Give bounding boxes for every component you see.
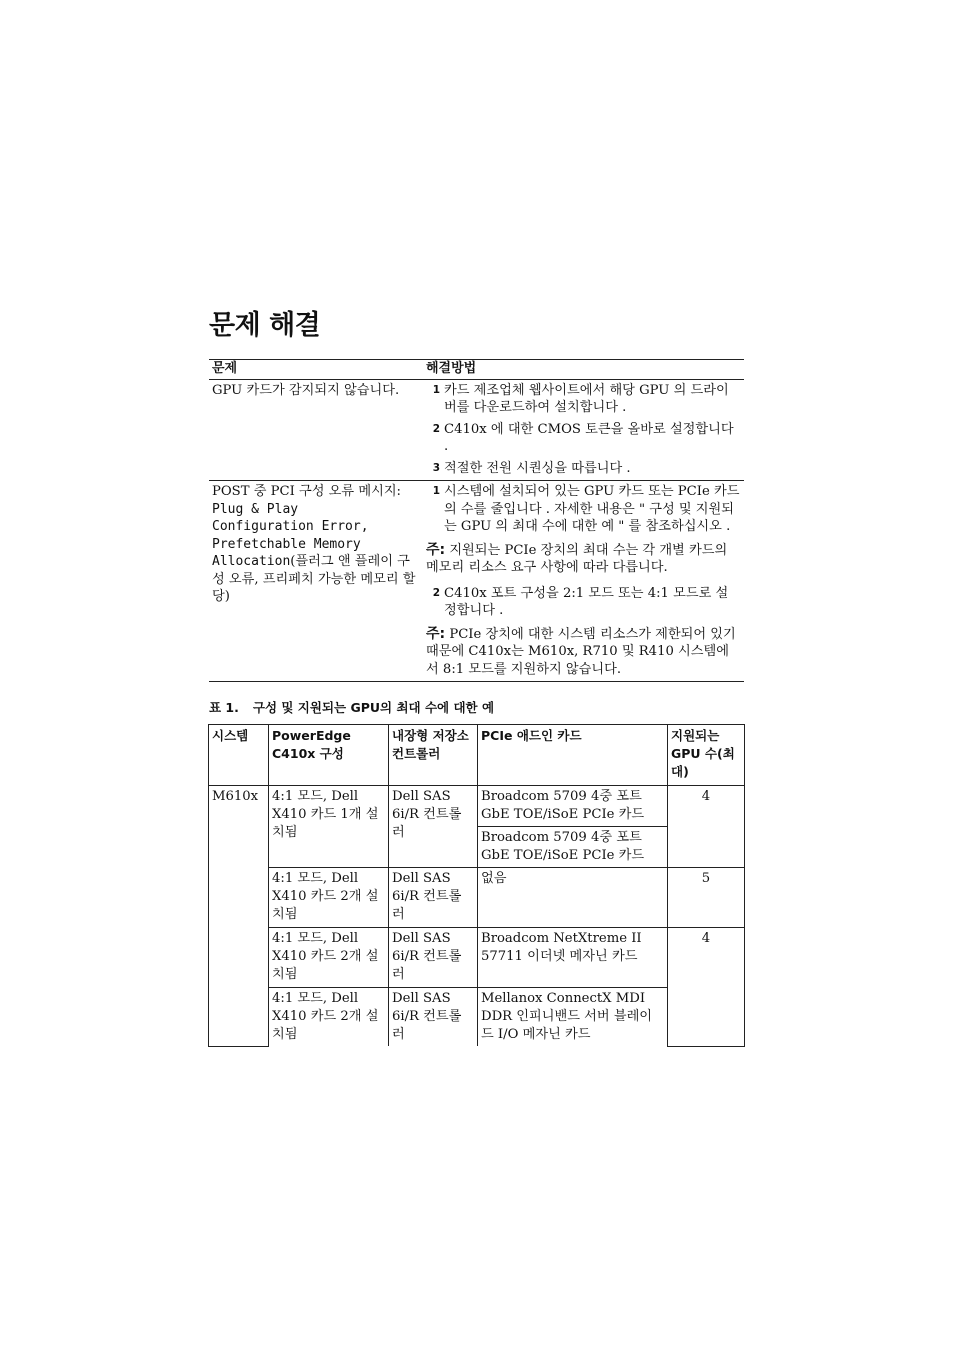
solution-step [426,460,741,478]
table-row [209,786,745,827]
header-gpu-count: 지원되는 GPU 수(최대) [668,725,745,786]
table-caption-number: 표 1. [209,700,239,715]
card-cell: Broadcom 5709 4중 포트 GbE TOE/iSoE PCIe 카드 [478,827,668,868]
problem-intro: POST 중 PCI 구성 오류 메시지: [212,484,402,499]
step-text: C410x 포트 구성을 2:1 모드 또는 4:1 모드로 설정합니다 . [444,585,729,618]
config-cell: 4:1 모드, Dell X410 카드 2개 설치됨 [269,988,389,1047]
table-row [209,928,745,988]
controller-cell: Dell SAS 6i/R 컨트롤러 [389,928,478,988]
note-text: PCIe 장치에 대한 시스템 리소스가 제한되어 있기 때문에 C410x는 M610x, R710 및 R410 시스템에서 8:1 모드를 지원하지 않습니다. [426,626,736,677]
step-text: C410x 에 대한 CMOS 토큰을 올바로 설정합니다 . [444,421,734,454]
config-cell: 4:1 모드, Dell X410 카드 2개 설치됨 [269,928,389,988]
note-text: 지원되는 PCIe 장치의 최대 수는 각 개별 카드의 메모리 리소스 요구 사항에 따라 다릅니다. [426,542,728,575]
troubleshooting-row [209,481,744,682]
error-message-line: Allocation [212,554,291,569]
controller-cell: Dell SAS 6i/R 컨트롤러 [389,868,478,928]
step-text: 카드 제조업체 웹사이트에서 해당 GPU 의 드라이버를 다운로드하여 설치합니다 . [444,382,729,415]
step-text: 적절한 전원 시퀀싱을 따릅니다 . [444,460,631,476]
step-number: 2 [432,422,440,435]
table-caption-text: 구성 및 지원되는 GPU의 최대 수에 대한 예 [252,700,495,715]
table-caption [209,698,494,716]
troubleshooting-table [209,359,744,682]
system-cell: M610x [209,786,269,1047]
table-row [209,868,745,928]
troubleshooting-header-row [209,360,744,380]
note-label: 주: [426,541,446,558]
step-number: 3 [432,461,440,474]
problem-cell [209,481,423,682]
header-controller: 내장형 저장소 컨트롤러 [389,725,478,786]
card-cell: 없음 [478,868,668,928]
solution-step [426,382,741,417]
step-number: 1 [432,383,440,396]
problem-cell: GPU 카드가 감지되지 않습니다. [209,379,423,481]
gpu-table-header-row [209,725,745,786]
note [426,542,741,577]
troubleshooting-row [209,379,744,481]
config-cell: 4:1 모드, Dell X410 카드 1개 설치됨 [269,786,389,868]
gpu-count-cell: 5 [668,868,745,928]
header-card: PCIe 애드인 카드 [478,725,668,786]
card-cell: Mellanox ConnectX MDI DDR 인피니밴드 서버 블레이드 I/O 메자닌 카드 [478,988,668,1047]
solution-steps [426,382,741,478]
note [426,626,741,679]
gpu-config-table [208,724,745,1047]
solution-cell [423,481,744,682]
gpu-count-cell: 4 [668,928,745,1047]
header-problem: 문제 [209,360,423,380]
header-system: 시스템 [209,725,269,786]
solution-step [426,483,741,536]
error-message-line: Configuration Error, [212,519,369,534]
card-cell: Broadcom NetXtreme II 57711 이더넷 메자닌 카드 [478,928,668,988]
step-number: 1 [432,485,440,497]
step-number: 2 [432,586,440,599]
config-cell: 4:1 모드, Dell X410 카드 2개 설치됨 [269,868,389,928]
page-title: 문제 해결 [209,310,321,341]
error-message-line: Plug & Play [212,501,299,517]
controller-cell: Dell SAS 6i/R 컨트롤러 [389,988,478,1047]
header-solution: 해결방법 [423,360,744,380]
table-row [209,988,745,1047]
error-message-line: Prefetchable Memory [212,536,361,552]
card-cell: Broadcom 5709 4중 포트 GbE TOE/iSoE PCIe 카드 [478,786,668,827]
step-text: 시스템에 설치되어 있는 GPU 카드 또는 PCIe 카드의 수를 줄입니다 . 자세한 내용은 " 구성 및 지원되는 GPU 의 최대 수에 대한 예 " 를 참조하십시오 . [444,484,740,534]
error-message-translation: (플러그 앤 플레이 구성 오류, 프리페치 가능한 메모리 할당) [212,554,416,604]
solution-step [426,421,741,456]
gpu-count-cell: 4 [668,786,745,868]
solution-cell [423,379,744,481]
solution-step [426,585,741,620]
header-config: PowerEdge C410x 구성 [269,725,389,786]
note-label: 주: [426,625,446,642]
controller-cell: Dell SAS 6i/R 컨트롤러 [389,786,478,868]
